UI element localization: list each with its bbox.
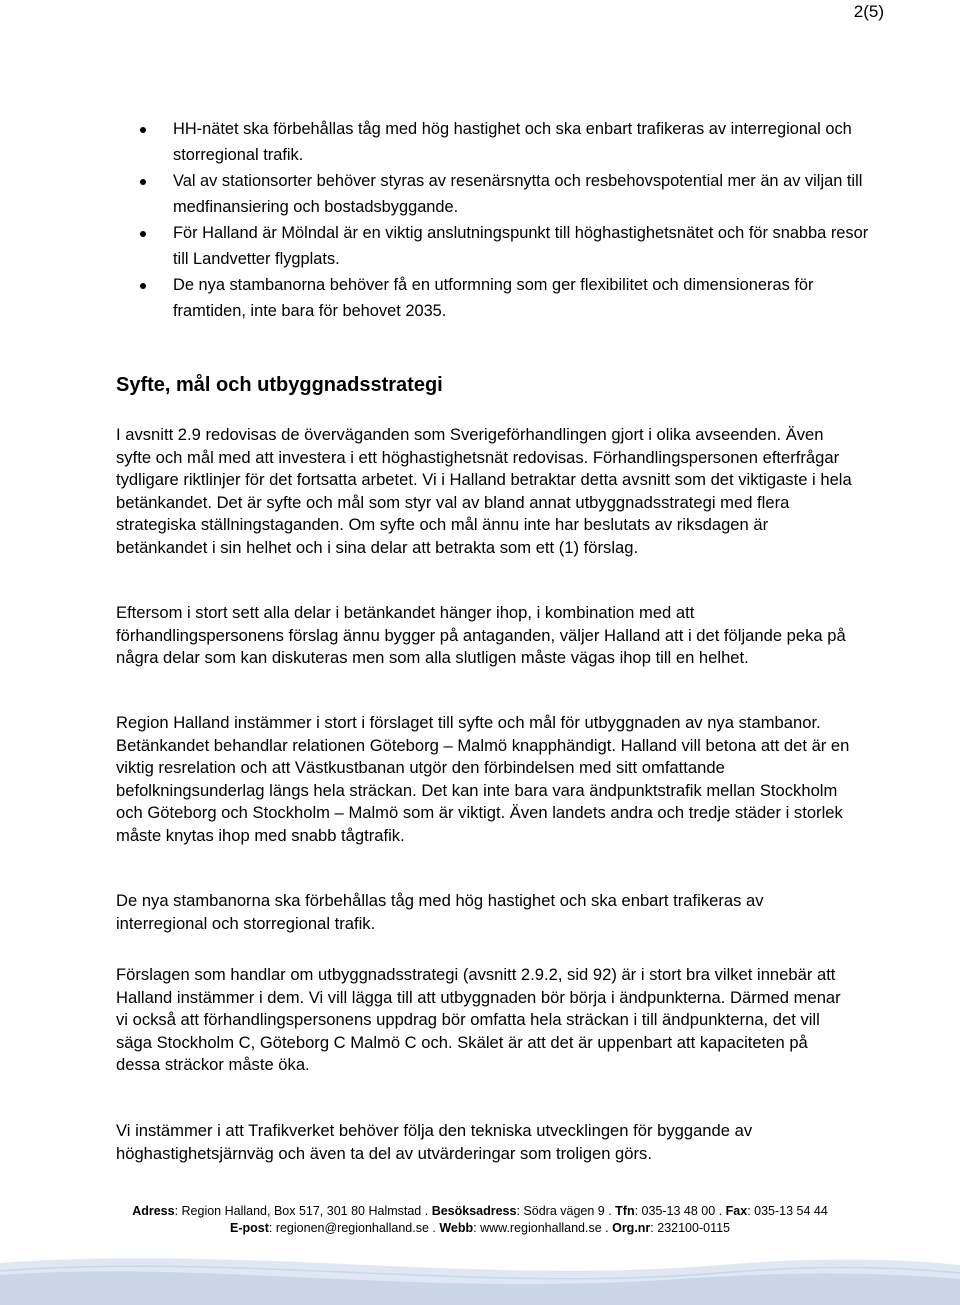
list-item xyxy=(116,169,876,220)
footer-wave-decoration xyxy=(0,1235,960,1305)
footer-value: : Region Halland, Box 517, 301 80 Halmstad . xyxy=(174,1204,432,1218)
footer-value: : 035-13 54 44 xyxy=(747,1204,828,1218)
footer-value: : 035-13 48 00 . xyxy=(634,1204,726,1218)
footer-value: : www.regionhalland.se . xyxy=(473,1221,613,1235)
paragraph: Vi instämmer i att Trafikverket behöver följa den tekniska utvecklingen för byggande av höghastighetsjärnväg och även ta del av utvärderingar som troligen görs. xyxy=(116,1121,753,1163)
list-item xyxy=(116,221,876,272)
bullet-text: För Halland är Mölndal är en viktig anslutningspunkt till höghastighetsnätet och för snabba resor till Landvetter flygplats. xyxy=(173,224,869,268)
footer-label: Tfn xyxy=(615,1204,635,1218)
bullet-text: Val av stationsorter behöver styras av resenärsnytta och resbehovspotential mer än av viljan till medfinansiering och bostadsbyggande. xyxy=(173,172,863,216)
footer-label: Fax xyxy=(725,1204,748,1218)
paragraph: Region Halland instämmer i stort i förslaget till syfte och mål för utbyggnaden av nya stambanor. Betänkandet behandlar relationen Göteborg – Malmö knapphändigt. Halland vill betona att det är en viktig resrelation och att Västkustbanan utgör den förbindelsen med sitt omfattande befolkningsunderlag längs hela sträckan. Det kan inte bara vara ändpunktstrafik mellan Stockholm och Göteborg och Stockholm – Malmö som är viktigt. Även landets andra och tredje städer i storlek måste knytas ihop med snabb tågtrafik. xyxy=(116,713,850,845)
paragraph: De nya stambanorna ska förbehållas tåg med hög hastighet och ska enbart trafikeras av interregional och storregional trafik. xyxy=(116,891,764,933)
footer-label: E-post xyxy=(229,1221,269,1235)
footer-value: : 232100-0115 xyxy=(650,1221,730,1235)
list-item xyxy=(116,273,876,324)
bullet-dot-icon xyxy=(140,283,146,289)
footer-label: Org.nr xyxy=(612,1221,651,1235)
bullet-dot-icon xyxy=(140,179,146,185)
paragraph: Eftersom i stort sett alla delar i betänkandet hänger ihop, i kombination med att förhandlingspersonens förslag ännu bygger på antaganden, väljer Halland att i det följande peka på några delar som kan diskuteras men som alla slutligen måste vägas ihop till en helhet. xyxy=(116,603,846,668)
footer-value: : regionen@regionhalland.se . xyxy=(268,1221,440,1235)
section-heading: Syfte, mål och utbyggnadsstrategi xyxy=(116,374,443,396)
footer-line-address xyxy=(0,1203,960,1220)
footer xyxy=(0,1203,960,1237)
bullet-dot-icon xyxy=(140,231,146,237)
footer-label: Adress xyxy=(132,1204,175,1218)
list-item xyxy=(116,117,876,168)
bullet-text: De nya stambanorna behöver få en utformning som ger flexibilitet och dimensioneras för framtiden, inte bara för behovet 2035. xyxy=(173,276,814,320)
bullet-dot-icon xyxy=(140,127,146,133)
footer-value: : Södra vägen 9 . xyxy=(516,1204,616,1218)
paragraph: I avsnitt 2.9 redovisas de överväganden som Sverigeförhandlingen gjort i olika avseenden. Även syfte och mål med att investera i ett höghastighetsnät redovisas. Förhandlingspersonen efterfrågar tydligare riktlinjer för det fortsatta arbetet. Vi i Halland betraktar detta avsnitt som det viktigaste i hela betänkandet. Det är syfte och mål som styr val av bland annat utbyggnadsstrategi med flera strategiska ställningstaganden. Om syfte och mål ännu inte har beslutats av riksdagen är betänkandet i sin helhet och i sina delar att betrakta som ett (1) förslag. xyxy=(116,425,852,557)
bullet-text: HH-nätet ska förbehållas tåg med hög hastighet och ska enbart trafikeras av interregional och storregional trafik. xyxy=(173,120,852,164)
footer-label: Webb xyxy=(439,1221,474,1235)
paragraph: Förslagen som handlar om utbyggnadsstrategi (avsnitt 2.9.2, sid 92) är i stort bra vilket innebär att Halland instämmer i dem. Vi vill lägga till att utbyggnaden bör börja i ändpunkterna. Därmed menar vi också att förhandlingspersonens uppdrag bör omfatta hela sträckan i till ändpunkterna, det vill säga Stockholm C, Göteborg C Malmö C och. Skälet är att det är uppenbart att kapaciteten på dessa sträckor måste öka. xyxy=(116,965,841,1075)
footer-label: Besöksadress xyxy=(431,1204,517,1218)
bullet-list xyxy=(116,117,876,325)
page-number: 2(5) xyxy=(853,2,884,21)
